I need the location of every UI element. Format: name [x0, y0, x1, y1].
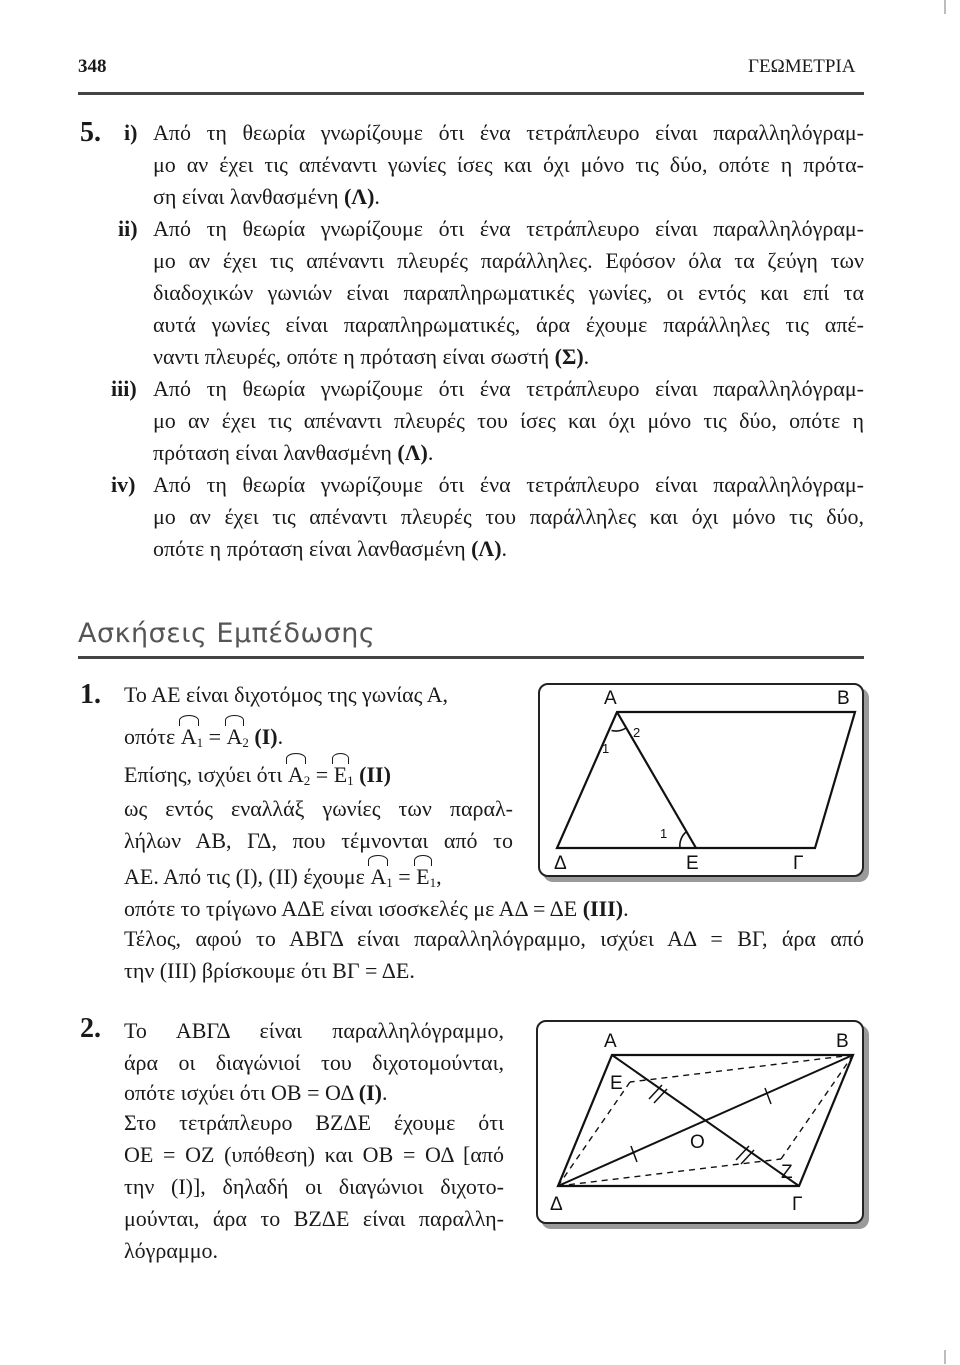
- label-d-2: Δ: [550, 1194, 563, 1215]
- ex2-line6: την (Ι)], δηλαδή οι διαγώνιοι διχοτο-: [124, 1174, 504, 1199]
- ex5-ii-label: ii): [118, 216, 138, 241]
- section-heading: Ασκήσεις Εμπέδωσης: [78, 618, 376, 649]
- running-title: ΓΕΩΜΕΤΡΙΑ: [748, 56, 856, 77]
- page-number: 348: [78, 56, 107, 77]
- ex5-i-line1: Από τη θεωρία γνωρίζουμε ότι ένα τετράπλευρο είναι παραλληλόγραμ-: [153, 120, 864, 145]
- ex1-line3: Επίσης, ισχύει ότι $A_2 = E_1$ (ΙΙ): [124, 762, 391, 788]
- diagonal-ag: [612, 1055, 799, 1186]
- bisector-ae: [617, 712, 696, 848]
- ex5-iv-answer: (Λ): [471, 536, 502, 561]
- ex5-i-label: i): [124, 120, 138, 145]
- ex5-ii-line4: αυτά γωνίες είναι παραπληρωματικές, άρα έχουμε παράλληλες τις απέ-: [153, 312, 864, 337]
- parallelogram-abgd: [557, 712, 855, 848]
- label-e: Ε: [686, 853, 699, 874]
- ex2-line7: μούνται, άρα το ΒΖΔΕ είναι παραλλη-: [124, 1206, 504, 1231]
- angle-e1-b: Ε: [416, 862, 429, 892]
- angle-a2: Α: [227, 722, 243, 752]
- ex5-ii-line1: Από τη θεωρία γνωρίζουμε ότι ένα τετράπλευρο είναι παραλληλόγραμ-: [153, 216, 864, 241]
- ex2-line5: ΟΕ = ΟΖ (υπόθεση) και ΟΒ = ΟΔ [από: [124, 1142, 504, 1167]
- ex1-line8: Τέλος, αφού το ΑΒΓΔ είναι παραλληλόγραμμο, ισχύει ΑΔ = ΒΓ, άρα από: [124, 926, 864, 951]
- ex5-ii-line3: διαδοχικών γωνιών είναι παραπληρωματικές γωνίες, οι εντός και επί τα: [153, 280, 864, 305]
- ex2-line8: λόγραμμο.: [124, 1238, 218, 1263]
- ex5-iii-label: iii): [111, 376, 137, 401]
- ex5-i-line3: ση είναι λανθασμένη (Λ).: [153, 184, 380, 209]
- angle-a2-b: Α: [288, 760, 304, 790]
- figure-2-parallelogram: [536, 1020, 864, 1224]
- ex1-line1: Το ΑΕ είναι διχοτόμος της γωνίας Α,: [124, 682, 449, 707]
- label-a-2: Α: [604, 1031, 617, 1052]
- exercise-1-number: 1.: [80, 679, 101, 710]
- ex5-i-line2: μο αν έχει τις απέναντι γωνίες ίσες και όχι μόνο τις δύο, οπότε η πρότα-: [153, 152, 864, 177]
- ex5-iv-line3: οπότε η πρόταση είναι λανθασμένη (Λ).: [153, 536, 508, 561]
- angle-e1: Ε: [334, 760, 347, 790]
- label-g: Γ: [793, 853, 804, 874]
- ex2-line4: Στο τετράπλευρο ΒΖΔΕ έχουμε ότι: [124, 1110, 504, 1135]
- angle-a1-b: Α: [370, 862, 386, 892]
- ex5-iii-line3: πρόταση είναι λανθασμένη (Λ).: [153, 440, 434, 465]
- dashed-dz: [558, 1159, 781, 1186]
- ex5-iii-line2: μο αν έχει τις απέναντι πλευρές του ίσες και όχι μόνο τις δύο, οπότε η: [153, 408, 864, 433]
- ex5-iii-line1: Από τη θεωρία γνωρίζουμε ότι ένα τετράπλευρο είναι παραλληλόγραμ-: [153, 376, 864, 401]
- label-e-2: Ε: [610, 1073, 623, 1094]
- angle-arc-e: [680, 832, 686, 848]
- ex5-iii-answer: (Λ): [397, 440, 428, 465]
- exercise-2-number: 2.: [80, 1013, 101, 1044]
- figure-1-parallelogram: [538, 683, 864, 877]
- ex1-line6: ΑΕ. Από τις (Ι), (ΙΙ) έχουμε $A_1 = E_1$,: [124, 864, 442, 890]
- tick-ob: [765, 1088, 771, 1104]
- ex1-line4: ως εντός εναλλάξ γωνίες των παραλ-: [124, 796, 513, 821]
- ex5-iv-label: iv): [111, 472, 136, 497]
- ex5-i-answer: (Λ): [343, 184, 375, 209]
- ex2-line3: οπότε ισχύει ότι ΟΒ = ΟΔ (Ι).: [124, 1080, 388, 1105]
- label-b-2: Β: [836, 1031, 849, 1052]
- label-d: Δ: [554, 853, 567, 874]
- label-angle-2: 2: [633, 725, 641, 740]
- label-b: Β: [837, 688, 850, 709]
- crop-mark-bottom-right: [944, 1350, 946, 1364]
- label-angle-e1: 1: [660, 826, 668, 841]
- label-z: Ζ: [781, 1162, 793, 1183]
- header-rule: [78, 92, 864, 95]
- ex1-line2: οπότε $A_1 = A_2$ (Ι).: [124, 724, 284, 750]
- ex1-line5: λήλων ΑΒ, ΓΔ, που τέμνονται από το: [124, 828, 513, 853]
- label-g-2: Γ: [792, 1194, 803, 1215]
- ex1-line7: οπότε το τρίγωνο ΑΔΕ είναι ισοσκελές με ΑΔ = ΔΕ (ΙΙΙ).: [124, 896, 629, 921]
- section-rule: [78, 656, 864, 659]
- ex5-ii-line2: μο αν έχει τις απέναντι πλευρές παράλληλες. Εφόσον όλα τα ζεύγη των: [153, 248, 864, 273]
- ex1-line9: την (ΙΙΙ) βρίσκουμε ότι ΒΓ = ΔΕ.: [124, 958, 415, 983]
- crop-mark-top-right: [944, 0, 946, 14]
- angle-arc-a: [612, 728, 627, 731]
- ex2-line1: Το ΑΒΓΔ είναι παραλληλόγραμμο,: [124, 1018, 504, 1043]
- ex2-line2: άρα οι διαγώνιοί του διχοτομούνται,: [124, 1050, 504, 1075]
- label-o: Ο: [690, 1132, 705, 1153]
- ex5-ii-answer: (Σ): [554, 344, 584, 369]
- ex5-ii-line5: ναντι πλευρές, οπότε η πρόταση είναι σωστή (Σ).: [153, 344, 590, 369]
- angle-a1: Α: [181, 722, 197, 752]
- ex5-iv-line1: Από τη θεωρία γνωρίζουμε ότι ένα τετράπλευρο είναι παραλληλόγραμ-: [153, 472, 864, 497]
- label-a: Α: [604, 688, 617, 709]
- ex5-iv-line2: μο αν έχει τις απέναντι πλευρές του παράλληλες και όχι μόνο τις δύο,: [153, 504, 864, 529]
- label-angle-1: 1: [602, 741, 610, 756]
- exercise-5-number: 5.: [80, 117, 101, 148]
- dashed-be: [630, 1055, 853, 1082]
